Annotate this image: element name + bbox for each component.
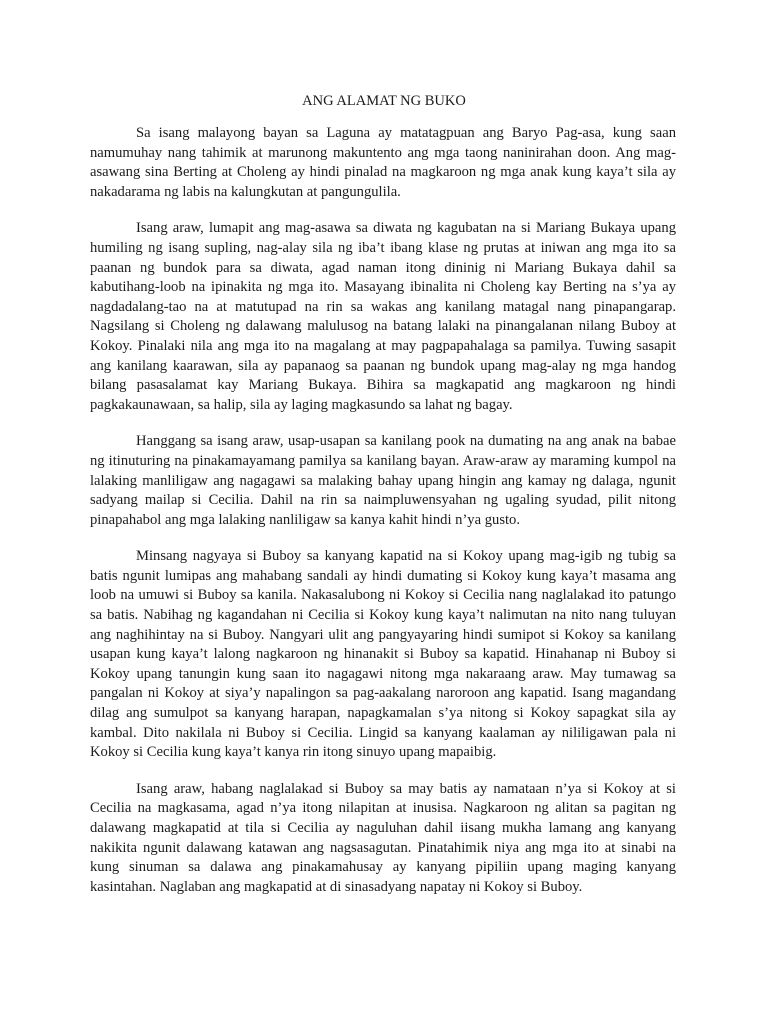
paragraph: Hanggang sa isang araw, usap-usapan sa kanilang pook na dumating na ang anak na babae ng itinuturing na pinakamayamang pamilya sa kanilang bayan. Araw-araw ay maraming kumpol na lalaking manliligaw ang nagagawi sa malaking bahay upang hingin ang kamay ng dalaga, ngunit sadyang mailap si Cecilia. Dahil na rin sa naimpluwensyahan ng ugaling syudad, pilit nitong pinapahabol ang mga lalaking nanliligaw sa kanya kahit hindi n’ya gusto. [90, 433, 676, 528]
document-title: ANG ALAMAT NG BUKO [302, 93, 466, 109]
paragraph: Sa isang malayong bayan sa Laguna ay matatagpuan ang Baryo Pag-asa, kung saan namumuhay nang tahimik at marunong makuntento ang mga taong naninirahan doon. Ang mag-asawang sina Berting at Choleng ay hindi pinalad na magkaroon ng mga anak kung kaya’t sila ay nakadarama ng labis na kalungkutan at pangungulila. [90, 125, 676, 200]
document-body [90, 124, 676, 914]
paragraph: Minsang nagyaya si Buboy sa kanyang kapatid na si Kokoy upang mag-igib ng tubig sa batis ngunit lumipas ang mahabang sandali ay hindi dumating si Kokoy kung kaya’t masama ang loob na umuwi si Buboy sa kanila. Nakasalubong ni Kokoy si Cecilia nang naglalakad ito patungo sa batis. Nabihag ng kagandahan ni Cecilia si Kokoy kung kaya’t nalimutan na nito nang tuluyan ang naghihintay na si Buboy. Nangyari ulit ang pangyayaring hindi sumipot si Kokoy sa kanilang usapan kung kaya’t lalong nagkaroon ng hinanakit si Buboy sa kapatid. Hinahanap ni Buboy si Kokoy upang tanungin kung saan ito nagagawi nitong mga nakaraang araw. May tumawag sa pangalan ni Kokoy at siya’y napalingon sa pag-aakalang naroroon ang kapatid. Isang magandang dilag ang sumulpot sa kanyang harapan, napagkamalan s’ya nitong si Kokoy sapagkat sila ay kambal. Dito nakilala ni Buboy si Cecilia. Lingid sa kanyang kaalaman ay nililigawan pala ni Kokoy si Cecilia kung kaya’t kanya rin itong sinuyo upang mapaibig. [90, 548, 676, 761]
paragraph: Isang araw, lumapit ang mag-asawa sa diwata ng kagubatan na si Mariang Bukaya upang humiling ng isang supling, nag-alay sila ng iba’t ibang klase ng prutas at iniwan ang mga ito sa paanan ng bundok para sa diwata, agad naman itong dininig ni Mariang Bukaya dahil sa kabutihang-loob na ipinakita ng mga ito. Masayang ibinalita ni Choleng kay Berting na s’ya ay nagdadalang-tao na at matutupad na rin sa wakas ang kanilang matagal nang pinapangarap. Nagsilang si Choleng ng dalawang malulusog na batang lalaki na pinangalanan nilang Buboy at Kokoy. Pinalaki nila ang mga ito na magalang at may pagpapahalaga sa pamilya. Tuwing sasapit ang kanilang kaarawan, sila ay papanaog sa paanan ng bundok upang mag-alay ng mga handog bilang pasasalamat kay Mariang Bukaya. Bihira sa magkapatid ang magkaroon ng hindi pagkakaunawaan, sa halip, sila ay laging magkasundo sa lahat ng bagay. [90, 220, 676, 413]
paragraph: Isang araw, habang naglalakad si Buboy sa may batis ay namataan n’ya si Kokoy at si Cecilia na magkasama, agad n’ya itong nilapitan at inusisa. Nagkaroon ng alitan sa pagitan ng dalawang magkapatid at tila si Cecilia ay naguluhan dahil iisang mukha lamang ang kanyang nakikita ngunit dalawang katawan ang nagsasagutan. Pinatahimik niya ang mga ito at sinabi na kung sinuman sa dalawa ang pinakamahusay ay kanyang pipiliin upang maging kanyang kasintahan. Naglaban ang magkapatid at di sinasadyang napatay ni Kokoy si Buboy. [90, 780, 676, 895]
